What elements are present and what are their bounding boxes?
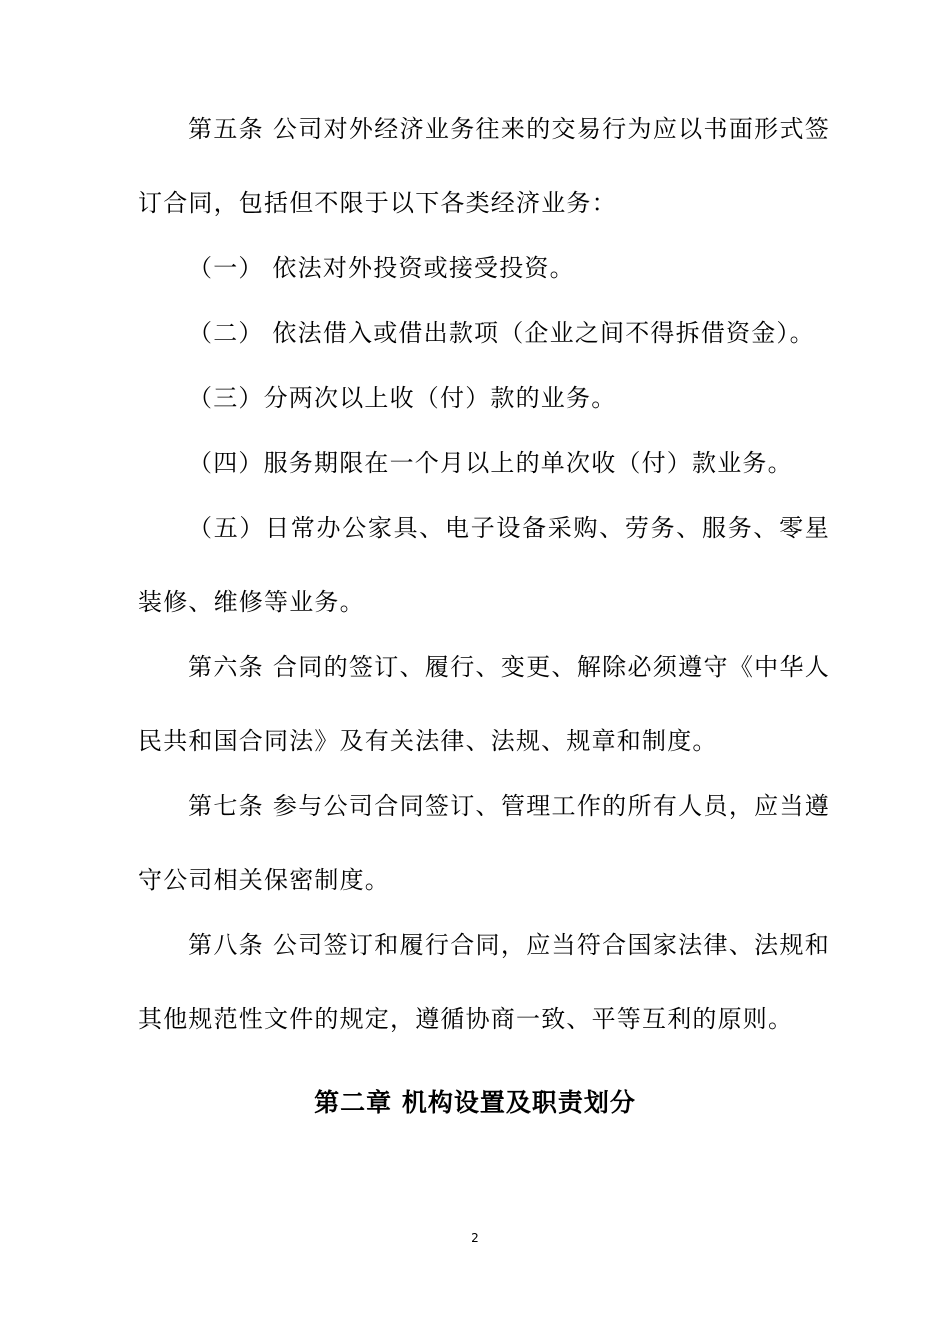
article-5-line-2: 订合同，包括但不限于以下各类经济业务： [138, 189, 617, 217]
chapter-heading: 第二章 机构设置及职责划分 [314, 1088, 636, 1117]
article-7-line-1: 第七条 参与公司合同签订、管理工作的所有人员，应当遵 [188, 792, 830, 820]
list-item-1: （一） 依法对外投资或接受投资。 [188, 254, 575, 282]
article-6-line-2: 民共和国合同法》及有关法律、法规、规章和制度。 [138, 727, 718, 755]
article-8-line-1: 第八条 公司签订和履行合同，应当符合国家法律、法规和 [188, 931, 830, 959]
page-number: 2 [471, 1231, 479, 1245]
article-6-line-1: 第六条 合同的签订、履行、变更、解除必须遵守《中华人 [188, 653, 830, 681]
article-7-line-2: 守公司相关保密制度。 [138, 866, 390, 894]
list-item-5-line-1: （五）日常办公家具、电子设备采购、劳务、服务、零星 [188, 514, 830, 542]
list-item-4: （四）服务期限在一个月以上的单次收（付）款业务。 [188, 449, 793, 477]
list-item-3: （三）分两次以上收（付）款的业务。 [188, 384, 617, 412]
article-8-line-2: 其他规范性文件的规定，遵循协商一致、平等互利的原则。 [138, 1005, 794, 1033]
list-item-2: （二） 依法借入或借出款项（企业之间不得拆借资金）。 [188, 319, 815, 347]
article-5-line-1: 第五条 公司对外经济业务往来的交易行为应以书面形式签 [188, 115, 830, 143]
list-item-5-line-2: 装修、维修等业务。 [138, 588, 365, 616]
